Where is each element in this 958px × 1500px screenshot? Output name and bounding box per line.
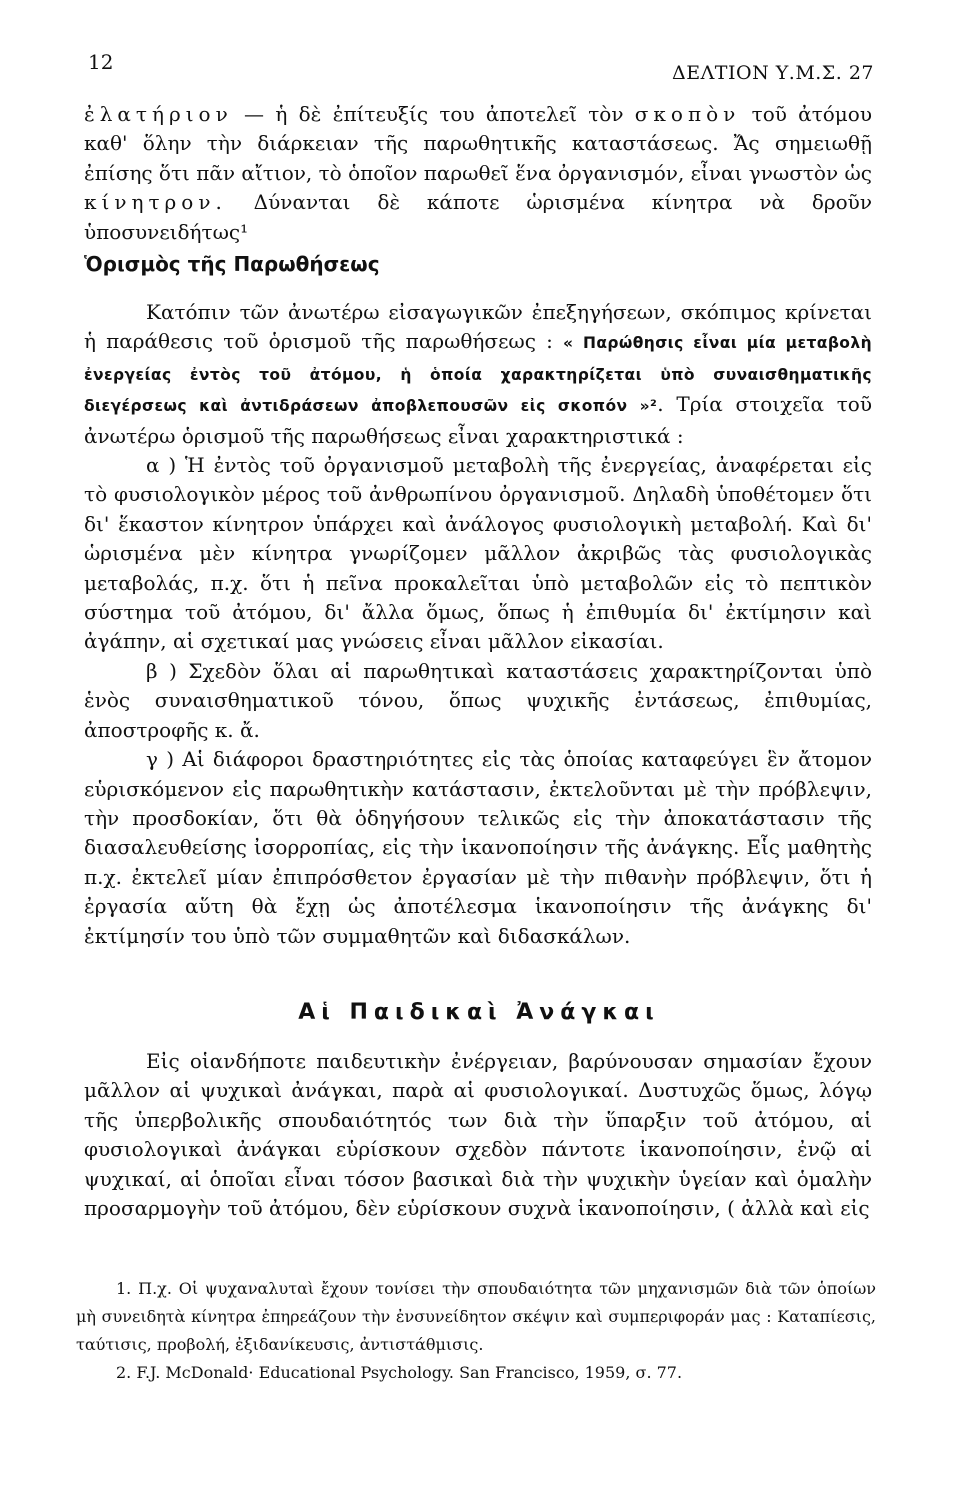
list-item-b: β ) Σχεδὸν ὅλαι αἱ παρωθητικαὶ καταστάσεις χαρακτηρίζονται ὑπὸ ἑνὸς συναισθηματικοῦ τόνου, ὅπως ψυχικῆς ἐντάσεως, ἐπιθυμίας, ἀποστροφῆς κ. ἄ. bbox=[84, 658, 872, 742]
definition-intro: Κατόπιν τῶν ἀνωτέρω εἰσαγωγικῶν ἐπεξηγήσεων, σκόπιμος κρίνεται ἡ παράθεσις τοῦ ὁρισμοῦ τῆς παρωθήσεως : bbox=[84, 300, 872, 354]
intro-text-2: τοῦ ἀτόμου καθ' ὅλην τὴν διάρκειαν τῆς παρωθητικῆς καταστάσεως. Ἄς σημειωθῇ ἐπίσης ὅτι πᾶν αἴτιον, τὸ ὁποῖον παρωθεῖ ἕνα ὀργανισμόν, εἶναι γνωστὸν ὡς bbox=[84, 102, 872, 185]
needs-paragraph: Εἰς οἱανδήποτε παιδευτικὴν ἐνέργειαν, βαρύνουσαν σημασίαν ἔχουν μᾶλλον αἱ ψυχικαὶ ἀνάγκαι, παρὰ αἱ φυσιολογικαί. Δυστυχῶς ὅμως, λόγῳ τῆς ὑπερβολικῆς σπουδαιότητός των διὰ τὴν ὕπαρξιν τοῦ ἀτόμου, αἱ φυσιολογικαὶ ἀνάγκαι εὑρίσκουν σχεδὸν πάντοτε ἱκανοποίησιν, ἐνῷ αἱ ψυχικαί, αἱ ὁποῖαι εἶναι τόσον βασικαὶ διὰ τὴν ψυχικὴν ὑγείαν καὶ ὁμαλὴν προσαρμογὴν τοῦ ἀτόμου, δὲν εὑρίσκουν συχνὰ ἱκανοποίησιν, ( ἀλλὰ καὶ εἰς bbox=[84, 1049, 872, 1221]
intro-paragraph bbox=[84, 100, 872, 247]
intro-text-1: — ἡ δὲ ἐπίτευξίς του ἀποτελεῖ τὸν bbox=[232, 102, 635, 126]
footnote-2: 2. F.J. McDonald· Educational Psychology. San Francisco, 1959, σ. 77. bbox=[116, 1363, 683, 1382]
definition-quote: « Παρώθησις εἶναι μία μεταβολὴ ἐνεργείας ἐντὸς τοῦ ἀτόμου, ἡ ὁποία χαρακτηρίζεται ὑπὸ συναισθηματικῆς διεγέρσεως καὶ ἀντιδράσεων ἀποβλεπουσῶν εἰς σκοπόν »² bbox=[84, 334, 873, 416]
section-needs-body bbox=[84, 1047, 872, 1223]
section-definition-body bbox=[84, 298, 872, 951]
page-number: 12 bbox=[88, 50, 114, 74]
definition-after: . Τρία στοιχεῖα τοῦ ἀνωτέρω ὁρισμοῦ τῆς παρωθήσεως εἶναι χαρακτηριστικά : bbox=[84, 392, 872, 448]
emphasis-kinitron: κίνητρον. bbox=[84, 190, 227, 215]
emphasis-skopon: σκοπὸν bbox=[634, 102, 741, 126]
page-header bbox=[88, 50, 874, 86]
running-head: ΔΕΛΤΙΟΝ Υ.Μ.Σ. 27 bbox=[672, 62, 874, 84]
emphasis-elaterion: ἐλατήριον bbox=[84, 102, 233, 126]
footnote-1: 1. Π.χ. Οἱ ψυχαναλυταὶ ἔχουν τονίσει τὴν σπουδαιότητα τῶν μηχανισμῶν διὰ τῶν ὁποίων μὴ συνειδητὰ κίνητρα ἐπηρεάζουν τὴν ἐνσυνείδητον σκέψιν καὶ συμπεριφοράν μας : Καταπίεσις, ταύτισις, προβολή, ἐξιδανίκευσις, ἀντιστάθμισις. bbox=[76, 1279, 876, 1354]
list-item-c: γ ) Αἱ διάφοροι δραστηριότητες εἰς τὰς ὁποίας καταφεύγει ἓν ἄτομον εὑρισκόμενον εἰς παρωθητικὴν κατάστασιν, ἐκτελοῦνται μὲ τὴν πρόβλεψιν, τὴν προσδοκίαν, ὅτι θὰ ὁδηγήσουν τελικῶς εἰς τὴν ἀποκατάστασιν τῆς διασαλευθείσης ἰσορροπίας, εἰς τὴν ἱκανοποίησιν τῆς ἀνάγκης. Εἷς μαθητὴς π.χ. ἐκτελεῖ μίαν ἐπιπρόσθετον ἐργασίαν μὲ τὴν πιθανὴν πρόβλεψιν, ὅτι ἡ ἐργασία αὕτη θὰ ἔχῃ ὡς ἀποτέλεσμα ἱκανοποίησιν τῆς ἀνάγκης δι' ἐκτίμησίν του ὑπὸ τῶν συμμαθητῶν καὶ διδασκάλων. bbox=[84, 747, 872, 948]
section-heading-definition: Ὁρισμὸς τῆς Παρωθήσεως bbox=[84, 252, 380, 276]
definition-paragraph bbox=[84, 298, 872, 451]
section-heading-needs: Αἱ Παιδικαὶ Ἀνάγκαι bbox=[298, 1000, 660, 1025]
intro-text-3: Δύνανται δὲ κάποτε ὡρισμένα κίνητρα νὰ δροῦν ὑποσυνειδήτως¹ bbox=[84, 190, 872, 244]
footnotes bbox=[76, 1275, 876, 1387]
list-item-a: α ) Ἡ ἐντὸς τοῦ ὀργανισμοῦ μεταβολὴ τῆς ἐνεργείας, ἀναφέρεται εἰς τὸ φυσιολογικὸν μέρος τοῦ ἀνθρωπίνου ὀργανισμοῦ. Δηλαδὴ ὑποθέτομεν ὅτι δι' ἕκαστον κίνητρον ὑπάρχει καὶ ἀνάλογος φυσιολογικὴ μεταβολή. Καὶ δι' ὡρισμένα μὲν κίνητρα γνωρίζομεν μᾶλλον ἀκριβῶς τὰς φυσιολογικὰς μεταβολάς, π.χ. ὅτι ἡ πεῖνα προκαλεῖται ὑπὸ μεταβολῶν εἰς τὸ πεπτικὸν σύστημα τοῦ ἀτόμου, δι' ἄλλα ὅμως, ὅπως ἡ ἐπιθυμία δι' ἐκτίμησιν καὶ ἀγάπην, αἱ σχετικαί μας γνώσεις εἶναι μᾶλλον εἰκασίαι. bbox=[84, 453, 872, 654]
